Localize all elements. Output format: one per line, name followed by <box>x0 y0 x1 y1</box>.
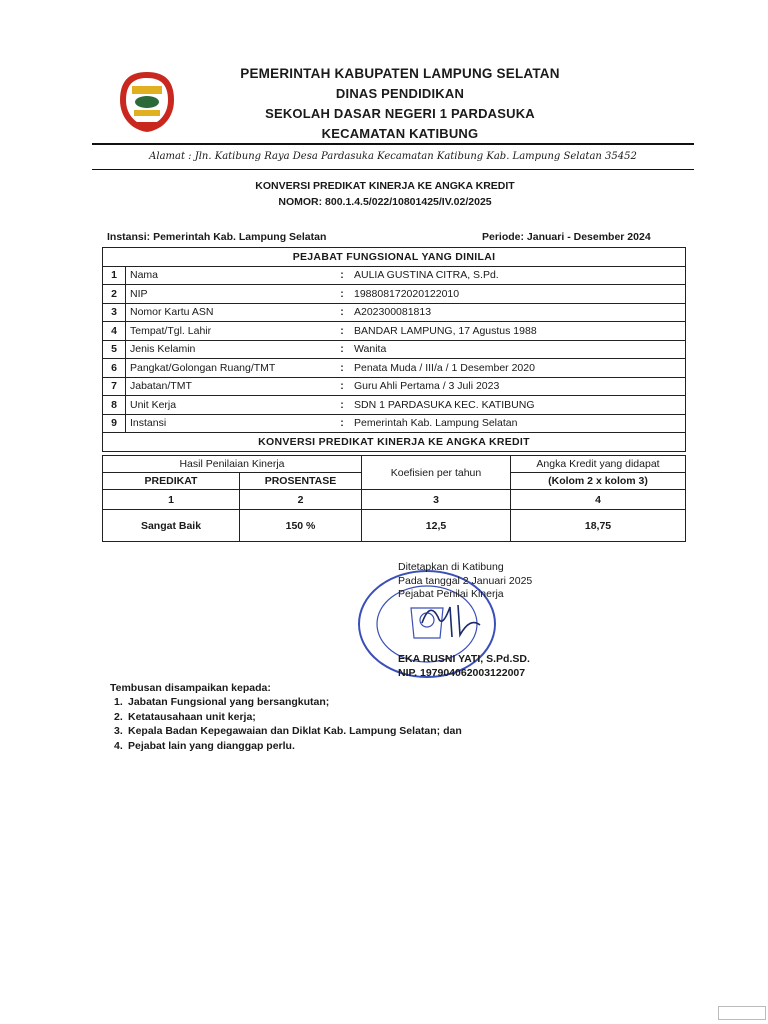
formula-header: (Kolom 2 x kolom 3) <box>511 473 686 490</box>
row-label: Unit Kerja <box>126 396 335 415</box>
row-colon: : <box>334 396 350 415</box>
col-number: 3 <box>362 490 511 510</box>
row-colon: : <box>334 414 350 433</box>
prosentase-value: 150 % <box>240 510 362 542</box>
koefisien-header: Koefisien per tahun <box>362 456 511 490</box>
row-number: 1 <box>103 266 126 285</box>
scanner-watermark <box>718 1006 766 1020</box>
list-item <box>114 725 462 740</box>
pejabat-heading: PEJABAT FUNGSIONAL YANG DINILAI <box>103 248 686 267</box>
row-colon: : <box>334 340 350 359</box>
header-divider-bottom <box>92 169 694 170</box>
row-label: Tempat/Tgl. Lahir <box>126 322 335 341</box>
col-number: 2 <box>240 490 362 510</box>
table-row <box>103 414 686 433</box>
row-number: 5 <box>103 340 126 359</box>
col-number: 4 <box>511 490 686 510</box>
prosentase-header: PROSENTASE <box>240 473 362 490</box>
signature-place: Ditetapkan di Katibung <box>398 561 504 573</box>
angka-kredit-header: Angka Kredit yang didapat <box>511 456 686 473</box>
header-school: SEKOLAH DASAR NEGERI 1 PARDASUKA <box>265 106 535 121</box>
list-item <box>114 711 462 726</box>
header-district: KECAMATAN KATIBUNG <box>321 126 479 141</box>
column-number-row <box>103 490 686 510</box>
row-value: BANDAR LAMPUNG, 17 Agustus 1988 <box>350 322 686 341</box>
row-number: 9 <box>103 414 126 433</box>
list-number: 2. <box>114 710 123 723</box>
row-colon: : <box>334 266 350 285</box>
table-row <box>103 340 686 359</box>
school-address: Alamat : Jln. Katibung Raya Desa Pardasuka Kecamatan Katibung Kab. Lampung Selatan 35452 <box>149 151 637 162</box>
row-number: 6 <box>103 359 126 378</box>
table-row <box>103 266 686 285</box>
list-item <box>114 740 462 755</box>
row-value: AULIA GUSTINA CITRA, S.Pd. <box>350 266 686 285</box>
row-number: 3 <box>103 303 126 322</box>
row-value: 198808172020122010 <box>350 285 686 304</box>
list-number: 4. <box>114 739 123 752</box>
row-colon: : <box>334 322 350 341</box>
list-text: Pejabat lain yang dianggap perlu. <box>128 739 295 752</box>
row-label: NIP <box>126 285 335 304</box>
row-label: Jenis Kelamin <box>126 340 335 359</box>
pejabat-table <box>102 247 686 452</box>
table-row <box>103 285 686 304</box>
koefisien-value: 12,5 <box>362 510 511 542</box>
konversi-heading: KONVERSI PREDIKAT KINERJA KE ANGKA KREDIT <box>103 433 686 452</box>
row-label: Nama <box>126 266 335 285</box>
row-colon: : <box>334 377 350 396</box>
table-row <box>103 396 686 415</box>
row-number: 4 <box>103 322 126 341</box>
document-title: KONVERSI PREDIKAT KINERJA KE ANGKA KREDIT <box>255 180 515 192</box>
angka-kredit-value: 18,75 <box>511 510 686 542</box>
row-value: Penata Muda / III/a / 1 Desember 2020 <box>350 359 686 378</box>
row-value: Guru Ahli Pertama / 3 Juli 2023 <box>350 377 686 396</box>
list-text: Ketatausahaan unit kerja; <box>128 710 256 723</box>
signature-date: Pada tanggal 2 Januari 2025 <box>398 575 533 587</box>
table-row <box>103 303 686 322</box>
list-number: 3. <box>114 725 123 737</box>
row-label: Pangkat/Golongan Ruang/TMT <box>126 359 335 378</box>
lampung-selatan-logo <box>118 70 176 134</box>
table-row <box>103 510 686 542</box>
row-number: 8 <box>103 396 126 415</box>
instansi-label: Instansi: Pemerintah Kab. Lampung Selatan <box>107 231 327 243</box>
row-label: Nomor Kartu ASN <box>126 303 335 322</box>
list-number: 1. <box>114 696 123 708</box>
row-value: Wanita <box>350 340 686 359</box>
row-colon: : <box>334 303 350 322</box>
tembusan-heading: Tembusan disampaikan kepada: <box>110 682 271 694</box>
row-colon: : <box>334 359 350 378</box>
table-row <box>103 322 686 341</box>
predikat-value: Sangat Baik <box>103 510 240 542</box>
signature-mark <box>400 595 490 645</box>
table-row <box>103 377 686 396</box>
predikat-header: PREDIKAT <box>103 473 240 490</box>
document-number: NOMOR: 800.1.4.5/022/10801425/IV.02/2025 <box>278 196 492 208</box>
row-value: SDN 1 PARDASUKA KEC. KATIBUNG <box>350 396 686 415</box>
list-text: Jabatan Fungsional yang bersangkutan; <box>128 696 330 708</box>
row-label: Instansi <box>126 414 335 433</box>
row-value: A202300081813 <box>350 303 686 322</box>
signer-nip: NIP. 197904062003122007 <box>398 667 526 679</box>
signer-name: EKA RUSNI YATI, S.Pd.SD. <box>398 653 530 665</box>
periode-label: Periode: Januari - Desember 2024 <box>482 231 651 243</box>
header-divider-top <box>92 143 694 145</box>
row-colon: : <box>334 285 350 304</box>
table-row <box>103 359 686 378</box>
row-number: 2 <box>103 285 126 304</box>
konversi-table <box>102 455 686 542</box>
hasil-penilaian-header: Hasil Penilaian Kinerja <box>103 456 362 473</box>
list-text: Kepala Badan Kepegawaian dan Diklat Kab. Lampung Selatan; dan <box>128 725 462 737</box>
header-government: PEMERINTAH KABUPATEN LAMPUNG SELATAN <box>240 66 560 81</box>
list-item <box>114 696 462 711</box>
tembusan-list <box>114 696 462 754</box>
row-value: Pemerintah Kab. Lampung Selatan <box>350 414 686 433</box>
header-department: DINAS PENDIDIKAN <box>335 86 465 101</box>
signature-role: Pejabat Penilai Kinerja <box>398 588 504 600</box>
row-number: 7 <box>103 377 126 396</box>
col-number: 1 <box>103 490 240 510</box>
row-label: Jabatan/TMT <box>126 377 335 396</box>
